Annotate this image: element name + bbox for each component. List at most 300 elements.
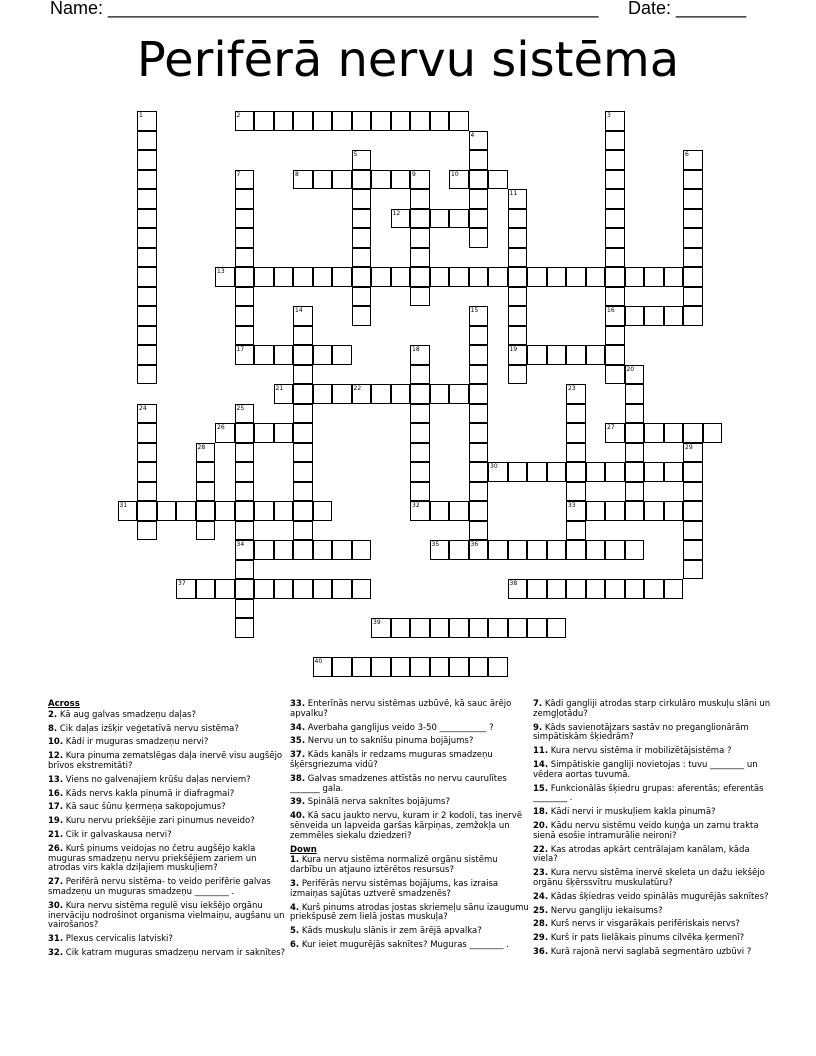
grid-cell[interactable] [469,521,489,541]
grid-cell[interactable] [469,326,489,346]
grid-cell[interactable] [625,306,645,326]
grid-cell[interactable] [625,267,645,287]
grid-cell[interactable] [469,150,489,170]
grid-cell[interactable] [313,579,333,599]
grid-cell[interactable] [605,189,625,209]
grid-cell[interactable] [215,423,235,443]
grid-cell[interactable] [605,423,625,443]
grid-cell[interactable] [235,599,255,619]
grid-cell[interactable] [196,482,216,502]
grid-cell[interactable] [430,209,450,229]
grid-cell[interactable] [410,111,430,131]
grid-cell[interactable] [469,501,489,521]
grid-cell[interactable] [508,618,528,638]
grid-cell[interactable] [313,111,333,131]
grid-cell[interactable] [293,404,313,424]
grid-cell[interactable] [274,267,294,287]
grid-cell[interactable] [332,267,352,287]
grid-cell[interactable] [137,443,157,463]
grid-cell[interactable] [274,111,294,131]
grid-cell[interactable] [215,267,235,287]
grid-cell[interactable] [703,423,723,443]
grid-cell[interactable] [683,267,703,287]
grid-cell[interactable] [469,423,489,443]
grid-cell[interactable] [371,111,391,131]
grid-cell[interactable] [566,501,586,521]
grid-cell[interactable] [235,560,255,580]
grid-cell[interactable] [683,209,703,229]
grid-cell[interactable] [137,170,157,190]
grid-cell[interactable] [254,111,274,131]
grid-cell[interactable] [683,423,703,443]
grid-cell[interactable] [566,462,586,482]
grid-cell[interactable] [254,540,274,560]
grid-cell[interactable] [352,209,372,229]
grid-cell[interactable] [469,365,489,385]
grid-cell[interactable] [293,482,313,502]
grid-cell[interactable] [605,170,625,190]
grid-cell[interactable] [332,345,352,365]
grid-cell[interactable] [352,267,372,287]
grid-cell[interactable] [566,540,586,560]
grid-cell[interactable] [566,579,586,599]
grid-cell[interactable] [605,306,625,326]
grid-cell[interactable] [235,482,255,502]
grid-cell[interactable] [605,111,625,131]
grid-cell[interactable] [605,345,625,365]
grid-cell[interactable] [625,462,645,482]
grid-cell[interactable] [449,618,469,638]
grid-cell[interactable] [137,150,157,170]
grid-cell[interactable] [527,345,547,365]
grid-cell[interactable] [410,384,430,404]
grid-cell[interactable] [137,209,157,229]
grid-cell[interactable] [508,326,528,346]
grid-cell[interactable] [196,443,216,463]
grid-cell[interactable] [586,345,606,365]
grid-cell[interactable] [235,540,255,560]
grid-cell[interactable] [293,423,313,443]
grid-cell[interactable] [137,306,157,326]
grid-cell[interactable] [313,657,333,677]
grid-cell[interactable] [274,579,294,599]
grid-cell[interactable] [352,306,372,326]
grid-cell[interactable] [527,618,547,638]
grid-cell[interactable] [235,345,255,365]
grid-cell[interactable] [683,287,703,307]
grid-cell[interactable] [293,384,313,404]
grid-cell[interactable] [293,443,313,463]
grid-cell[interactable] [118,501,138,521]
grid-cell[interactable] [664,423,684,443]
grid-cell[interactable] [196,501,216,521]
grid-cell[interactable] [449,501,469,521]
grid-cell[interactable] [488,618,508,638]
grid-cell[interactable] [508,345,528,365]
grid-cell[interactable] [391,384,411,404]
grid-cell[interactable] [137,267,157,287]
grid-cell[interactable] [488,462,508,482]
grid-cell[interactable] [313,267,333,287]
grid-cell[interactable] [313,501,333,521]
grid-cell[interactable] [566,404,586,424]
grid-cell[interactable] [469,384,489,404]
grid-cell[interactable] [332,111,352,131]
grid-cell[interactable] [157,501,177,521]
grid-cell[interactable] [508,365,528,385]
grid-cell[interactable] [176,501,196,521]
grid-cell[interactable] [391,267,411,287]
grid-cell[interactable] [547,579,567,599]
grid-cell[interactable] [508,540,528,560]
grid-cell[interactable] [605,579,625,599]
grid-cell[interactable] [664,306,684,326]
grid-cell[interactable] [683,248,703,268]
grid-cell[interactable] [332,657,352,677]
grid-cell[interactable] [469,267,489,287]
grid-cell[interactable] [274,501,294,521]
grid-cell[interactable] [332,579,352,599]
grid-cell[interactable] [469,462,489,482]
grid-cell[interactable] [469,228,489,248]
grid-cell[interactable] [196,521,216,541]
grid-cell[interactable] [605,462,625,482]
grid-cell[interactable] [137,521,157,541]
grid-cell[interactable] [371,267,391,287]
grid-cell[interactable] [410,228,430,248]
grid-cell[interactable] [410,267,430,287]
grid-cell[interactable] [469,189,489,209]
grid-cell[interactable] [469,209,489,229]
grid-cell[interactable] [332,540,352,560]
grid-cell[interactable] [527,462,547,482]
grid-cell[interactable] [235,267,255,287]
grid-cell[interactable] [293,540,313,560]
grid-cell[interactable] [430,501,450,521]
grid-cell[interactable] [371,384,391,404]
grid-cell[interactable] [488,540,508,560]
grid-cell[interactable] [683,540,703,560]
grid-cell[interactable] [683,228,703,248]
grid-cell[interactable] [371,170,391,190]
grid-cell[interactable] [566,482,586,502]
grid-cell[interactable] [449,111,469,131]
grid-cell[interactable] [605,267,625,287]
grid-cell[interactable] [527,267,547,287]
grid-cell[interactable] [566,267,586,287]
grid-cell[interactable] [235,209,255,229]
grid-cell[interactable] [605,501,625,521]
grid-cell[interactable] [430,267,450,287]
grid-cell[interactable] [547,345,567,365]
grid-cell[interactable] [254,423,274,443]
grid-cell[interactable] [235,521,255,541]
grid-cell[interactable] [274,384,294,404]
grid-cell[interactable] [391,170,411,190]
grid-cell[interactable] [235,423,255,443]
grid-cell[interactable] [469,345,489,365]
grid-cell[interactable] [352,540,372,560]
grid-cell[interactable] [235,189,255,209]
grid-cell[interactable] [410,209,430,229]
grid-cell[interactable] [586,462,606,482]
grid-cell[interactable] [293,579,313,599]
grid-cell[interactable] [469,170,489,190]
grid-cell[interactable] [235,326,255,346]
grid-cell[interactable] [293,267,313,287]
grid-cell[interactable] [293,306,313,326]
grid-cell[interactable] [644,267,664,287]
grid-cell[interactable] [625,501,645,521]
grid-cell[interactable] [625,404,645,424]
grid-cell[interactable] [508,189,528,209]
grid-cell[interactable] [449,267,469,287]
grid-cell[interactable] [664,501,684,521]
grid-cell[interactable] [625,482,645,502]
grid-cell[interactable] [235,443,255,463]
grid-cell[interactable] [352,189,372,209]
grid-cell[interactable] [293,501,313,521]
grid-cell[interactable] [566,423,586,443]
grid-cell[interactable] [449,540,469,560]
grid-cell[interactable] [410,443,430,463]
grid-cell[interactable] [235,404,255,424]
grid-cell[interactable] [215,579,235,599]
grid-cell[interactable] [352,111,372,131]
grid-cell[interactable] [683,189,703,209]
grid-cell[interactable] [410,482,430,502]
grid-cell[interactable] [605,248,625,268]
grid-cell[interactable] [586,267,606,287]
grid-cell[interactable] [644,306,664,326]
grid-cell[interactable] [469,443,489,463]
grid-cell[interactable] [683,443,703,463]
grid-cell[interactable] [683,482,703,502]
grid-cell[interactable] [683,560,703,580]
grid-cell[interactable] [254,267,274,287]
grid-cell[interactable] [508,462,528,482]
grid-cell[interactable] [508,267,528,287]
grid-cell[interactable] [644,462,664,482]
grid-cell[interactable] [293,326,313,346]
grid-cell[interactable] [605,150,625,170]
grid-cell[interactable] [274,423,294,443]
grid-cell[interactable] [352,384,372,404]
grid-cell[interactable] [391,657,411,677]
grid-cell[interactable] [254,579,274,599]
grid-cell[interactable] [625,443,645,463]
grid-cell[interactable] [235,462,255,482]
grid-cell[interactable] [683,306,703,326]
grid-cell[interactable] [430,657,450,677]
grid-cell[interactable] [235,170,255,190]
grid-cell[interactable] [547,267,567,287]
grid-cell[interactable] [137,345,157,365]
grid-cell[interactable] [508,287,528,307]
grid-cell[interactable] [293,462,313,482]
grid-cell[interactable] [137,404,157,424]
grid-cell[interactable] [137,326,157,346]
grid-cell[interactable] [137,111,157,131]
grid-cell[interactable] [644,579,664,599]
grid-cell[interactable] [469,540,489,560]
grid-cell[interactable] [430,540,450,560]
grid-cell[interactable] [274,540,294,560]
grid-cell[interactable] [625,365,645,385]
grid-cell[interactable] [625,423,645,443]
grid-cell[interactable] [625,540,645,560]
grid-cell[interactable] [410,462,430,482]
grid-cell[interactable] [566,345,586,365]
grid-cell[interactable] [547,462,567,482]
grid-cell[interactable] [683,501,703,521]
grid-cell[interactable] [488,170,508,190]
grid-cell[interactable] [469,306,489,326]
grid-cell[interactable] [566,443,586,463]
grid-cell[interactable] [605,540,625,560]
grid-cell[interactable] [196,462,216,482]
grid-cell[interactable] [469,657,489,677]
grid-cell[interactable] [430,384,450,404]
grid-cell[interactable] [137,365,157,385]
grid-cell[interactable] [488,267,508,287]
grid-cell[interactable] [352,579,372,599]
grid-cell[interactable] [313,384,333,404]
grid-cell[interactable] [391,111,411,131]
grid-cell[interactable] [469,131,489,151]
grid-cell[interactable] [664,579,684,599]
grid-cell[interactable] [235,618,255,638]
grid-cell[interactable] [527,540,547,560]
grid-cell[interactable] [683,521,703,541]
grid-cell[interactable] [196,579,216,599]
grid-cell[interactable] [352,170,372,190]
grid-cell[interactable] [527,579,547,599]
grid-cell[interactable] [683,150,703,170]
grid-cell[interactable] [332,170,352,190]
grid-cell[interactable] [176,579,196,599]
grid-cell[interactable] [508,209,528,229]
grid-cell[interactable] [664,462,684,482]
grid-cell[interactable] [683,462,703,482]
grid-cell[interactable] [137,482,157,502]
grid-cell[interactable] [683,170,703,190]
grid-cell[interactable] [410,345,430,365]
grid-cell[interactable] [235,501,255,521]
grid-cell[interactable] [137,189,157,209]
grid-cell[interactable] [566,521,586,541]
grid-cell[interactable] [547,540,567,560]
grid-cell[interactable] [430,618,450,638]
grid-cell[interactable] [235,306,255,326]
grid-cell[interactable] [352,287,372,307]
grid-cell[interactable] [469,404,489,424]
grid-cell[interactable] [235,287,255,307]
grid-cell[interactable] [137,501,157,521]
grid-cell[interactable] [410,287,430,307]
grid-cell[interactable] [371,657,391,677]
grid-cell[interactable] [410,657,430,677]
grid-cell[interactable] [605,209,625,229]
grid-cell[interactable] [391,618,411,638]
grid-cell[interactable] [391,209,411,229]
grid-cell[interactable] [508,579,528,599]
grid-cell[interactable] [332,384,352,404]
grid-cell[interactable] [313,540,333,560]
grid-cell[interactable] [410,501,430,521]
grid-cell[interactable] [254,345,274,365]
grid-cell[interactable] [469,618,489,638]
grid-cell[interactable] [508,306,528,326]
grid-cell[interactable] [137,248,157,268]
grid-cell[interactable] [410,189,430,209]
grid-cell[interactable] [235,228,255,248]
grid-cell[interactable] [254,501,274,521]
grid-cell[interactable] [488,657,508,677]
grid-cell[interactable] [235,248,255,268]
grid-cell[interactable] [293,521,313,541]
grid-cell[interactable] [137,131,157,151]
grid-cell[interactable] [449,209,469,229]
grid-cell[interactable] [293,345,313,365]
grid-cell[interactable] [352,657,372,677]
grid-cell[interactable] [664,267,684,287]
grid-cell[interactable] [410,248,430,268]
grid-cell[interactable] [605,326,625,346]
grid-cell[interactable] [293,365,313,385]
grid-cell[interactable] [410,365,430,385]
grid-cell[interactable] [469,482,489,502]
grid-cell[interactable] [547,618,567,638]
grid-cell[interactable] [566,384,586,404]
grid-cell[interactable] [430,111,450,131]
grid-cell[interactable] [644,423,664,443]
grid-cell[interactable] [410,423,430,443]
grid-cell[interactable] [508,248,528,268]
grid-cell[interactable] [605,287,625,307]
grid-cell[interactable] [371,618,391,638]
grid-cell[interactable] [352,228,372,248]
grid-cell[interactable] [137,287,157,307]
grid-cell[interactable] [137,462,157,482]
grid-cell[interactable] [625,579,645,599]
grid-cell[interactable] [293,170,313,190]
grid-cell[interactable] [215,501,235,521]
grid-cell[interactable] [449,384,469,404]
grid-cell[interactable] [274,345,294,365]
grid-cell[interactable] [644,501,664,521]
grid-cell[interactable] [313,345,333,365]
grid-cell[interactable] [410,618,430,638]
grid-cell[interactable] [235,579,255,599]
grid-cell[interactable] [410,170,430,190]
grid-cell[interactable] [586,579,606,599]
grid-cell[interactable] [137,423,157,443]
grid-cell[interactable] [352,248,372,268]
grid-cell[interactable] [293,111,313,131]
grid-cell[interactable] [449,657,469,677]
grid-cell[interactable] [508,228,528,248]
grid-cell[interactable] [137,228,157,248]
grid-cell[interactable] [605,365,625,385]
grid-cell[interactable] [605,228,625,248]
grid-cell[interactable] [313,170,333,190]
grid-cell[interactable] [605,131,625,151]
grid-cell[interactable] [410,404,430,424]
grid-cell[interactable] [235,111,255,131]
grid-cell[interactable] [625,384,645,404]
grid-cell[interactable] [586,501,606,521]
